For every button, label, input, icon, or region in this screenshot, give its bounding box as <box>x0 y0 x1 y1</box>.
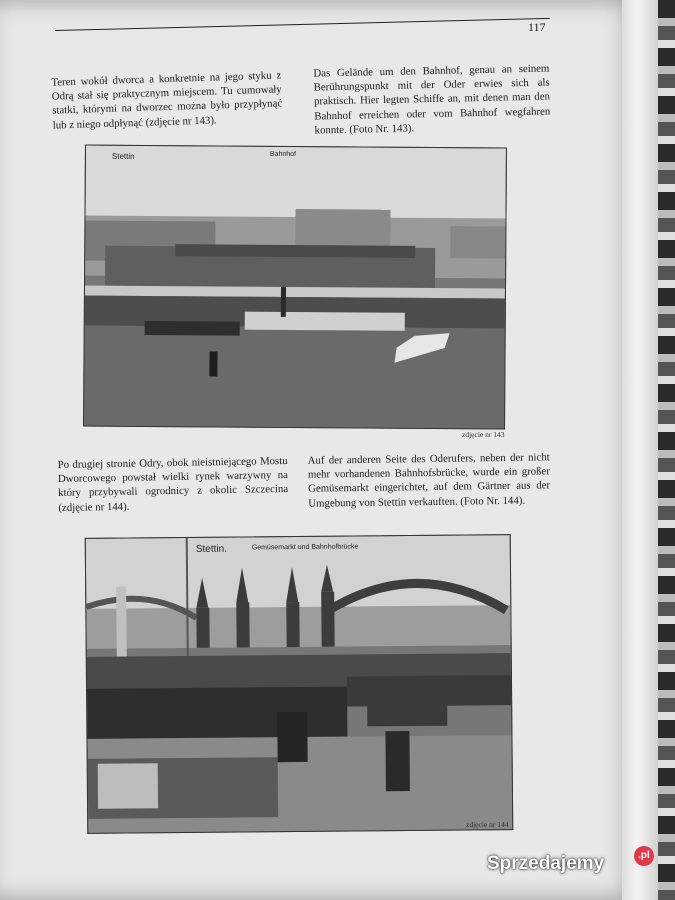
header-rule <box>55 18 550 31</box>
photo-144-caption: zdjęcie nr 144 <box>466 820 509 829</box>
photo-144-place-label: Gemüsemarkt und Bahnhofbrücke <box>251 543 359 552</box>
section1-german-text: Das Gelände um den Bahnhof, genau an seinem Berührungspunkt mit der Oder erwies sich als praktisch. Hier legten Schiffe an, mit denen man den Bahnhof erreichen oder vom Bahnhof wegfahren konnte. (Foto Nr. 143). <box>313 62 551 137</box>
section2-german-text: Auf der anderen Seite des Oderufers, neben der nicht mehr vorhandenen Bahnhofsbrücke, wurde ein großer Gemüsemarkt eingerichtet, auf dem Gärtner aus der Umgebung von Stettin verkauften. (Foto Nr. 144). <box>307 451 551 510</box>
watermark-text: Sprzedajemy <box>487 853 605 874</box>
photo-143-caption: zdjęcie nr 143 <box>462 430 505 439</box>
photo-143-stettin-bahnhof <box>83 145 507 430</box>
photo-144-city-label: Stettin. <box>195 543 228 555</box>
section1-polish-text: Teren wokół dworca a konkretnie na jego styku z Odrą stał się praktycznym miejscem. Tu cumowały statki, którymi na dworzec można było przypłynąć lub z niego odpłynąć (zdjęcie nr 143). <box>51 69 283 132</box>
photo-143-illustration <box>84 146 506 429</box>
book-cover-edge <box>658 0 675 900</box>
page-edge <box>622 0 660 900</box>
watermark-badge: .pl <box>634 846 654 866</box>
photo-144-gemuesemarkt <box>85 534 514 834</box>
page-number: 117 <box>528 20 546 34</box>
photo-143-city-label: Stettin <box>111 151 135 161</box>
photo-144-illustration <box>86 535 513 833</box>
photo-143-place-label: Bahnhof <box>269 150 297 159</box>
section2-polish-text: Po drugiej stronie Odry, obok nieistniejącego Mostu Dworcowego powstał wielki rynek warzywny na który przybywali ogrodnicy z okolic Szczecina (zdjęcie nr 144). <box>57 454 289 514</box>
